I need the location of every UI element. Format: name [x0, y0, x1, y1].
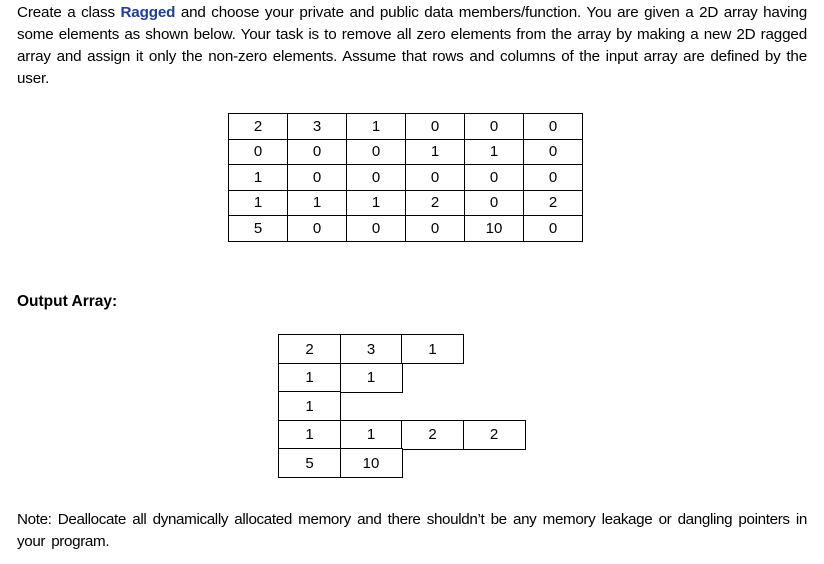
ragged-cell: 1: [278, 363, 341, 393]
ragged-cell: 1: [340, 420, 403, 450]
table-row: [229, 216, 583, 242]
table-cell: 10: [465, 216, 524, 242]
table-cell: 1: [288, 190, 347, 216]
table-row: [229, 114, 583, 140]
table-cell: 0: [524, 139, 583, 165]
ragged-cell: 3: [340, 334, 403, 364]
table-cell: 0: [347, 165, 406, 191]
table-cell: 2: [229, 114, 288, 140]
problem-statement: [17, 2, 807, 90]
ragged-row: [278, 448, 526, 478]
output-array-heading: Output Array:: [17, 293, 118, 310]
table-cell: 5: [229, 216, 288, 242]
table-cell: 2: [524, 190, 583, 216]
ragged-cell: 2: [278, 334, 341, 364]
table-cell: 0: [229, 139, 288, 165]
table-row: [229, 139, 583, 165]
ragged-row: [278, 391, 526, 421]
table-cell: 0: [406, 114, 465, 140]
ragged-cell: 2: [463, 420, 526, 450]
ragged-row: [278, 420, 526, 450]
ragged-row: [278, 334, 526, 364]
table-row: [229, 165, 583, 191]
table-cell: 0: [524, 216, 583, 242]
memory-note: Note: Deallocate all dynamically allocated memory and there shouldn’t be any memory leakage or dangling pointers in your program.: [17, 511, 807, 550]
input-array-table: [228, 113, 583, 242]
ragged-cell: 1: [401, 334, 464, 364]
table-cell: 0: [288, 139, 347, 165]
intro-after: and choose your private and public data members/function. You are given a 2D array having some elements as shown below. Your task is to remove all zero elements from the array by making a new 2D ragged array and assign it only the non-zero elements. Assume that rows and columns of the input array are defined by the user.: [17, 4, 807, 87]
table-cell: 0: [288, 216, 347, 242]
table-cell: 0: [524, 114, 583, 140]
table-cell: 2: [406, 190, 465, 216]
table-cell: 0: [524, 165, 583, 191]
ragged-cell: 10: [340, 448, 403, 478]
table-cell: 1: [406, 139, 465, 165]
ragged-cell: 1: [340, 363, 403, 393]
ragged-cell: 2: [401, 420, 464, 450]
table-cell: 0: [465, 190, 524, 216]
table-cell: 0: [465, 165, 524, 191]
table-cell: 0: [288, 165, 347, 191]
ragged-cell: 1: [278, 391, 341, 421]
output-ragged-array: [278, 334, 526, 478]
table-cell: 0: [347, 139, 406, 165]
table-cell: 1: [229, 190, 288, 216]
ragged-cell: 5: [278, 448, 341, 478]
table-cell: 0: [406, 165, 465, 191]
table-cell: 3: [288, 114, 347, 140]
table-cell: 0: [347, 216, 406, 242]
ragged-row: [278, 363, 526, 393]
class-name-highlight: Ragged: [120, 4, 176, 21]
table-cell: 1: [465, 139, 524, 165]
table-cell: 0: [406, 216, 465, 242]
table-cell: 1: [229, 165, 288, 191]
intro-before: Create a class: [17, 4, 121, 21]
table-cell: 1: [347, 114, 406, 140]
table-cell: 1: [347, 190, 406, 216]
ragged-cell: 1: [278, 420, 341, 450]
table-cell: 0: [465, 114, 524, 140]
table-row: [229, 190, 583, 216]
